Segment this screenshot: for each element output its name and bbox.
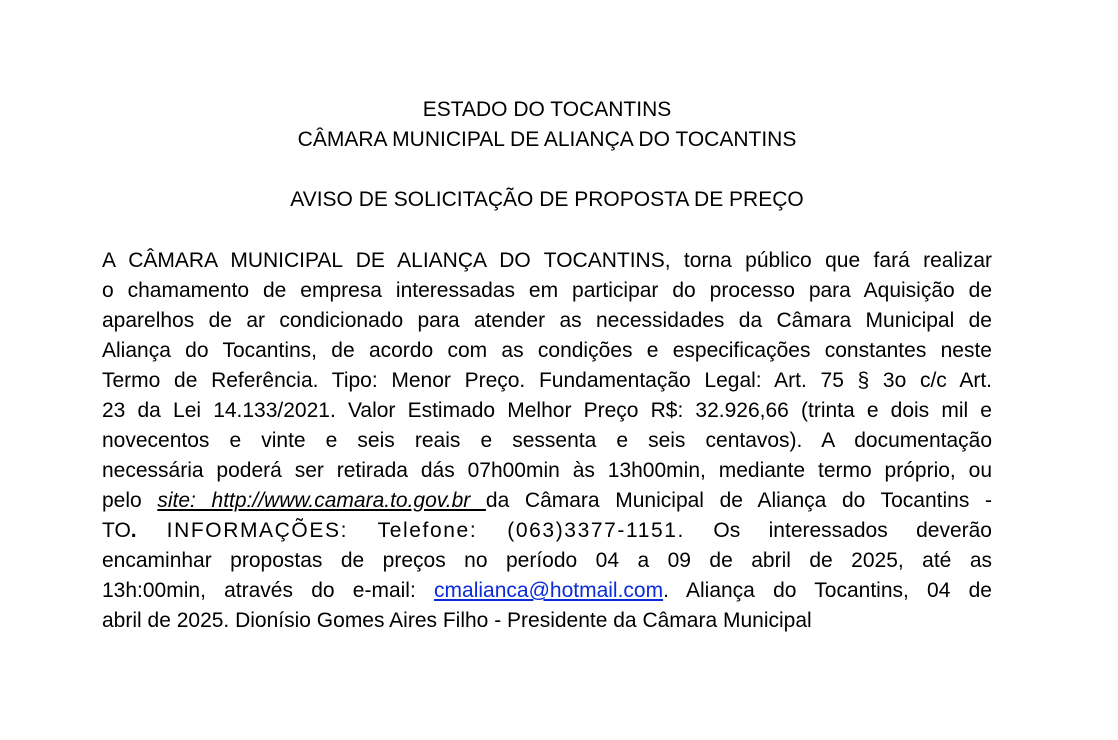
body-line	[102, 516, 992, 546]
state-heading: ESTADO DO TOCANTINS	[422, 98, 672, 121]
body-text: . Aliança do Tocantins, 04 de	[663, 579, 992, 602]
body-line: A CÂMARA MUNICIPAL DE ALIANÇA DO TOCANTINS, torna público que fará realizar	[102, 249, 992, 272]
email-link[interactable]: cmalianca@hotmail.com	[434, 579, 664, 602]
body-line	[102, 576, 992, 606]
body-text: Os interessados deverão	[685, 519, 992, 542]
body-line: 23 da Lei 14.133/2021. Valor Estimado Melhor Preço R$: 32.926,66 (trinta e dois mil e	[102, 399, 992, 422]
body-line: Termo de Referência. Tipo: Menor Preço. Fundamentação Legal: Art. 75 § 3o c/c Art.	[102, 369, 992, 392]
body-line: encaminhar propostas de preços no período 04 a 09 de abril de 2025, até as	[102, 549, 992, 572]
body-line: o chamamento de empresa interessadas em participar do processo para Aquisição de	[102, 279, 992, 302]
body-line	[102, 486, 992, 516]
body-text: .	[130, 519, 137, 542]
website-link[interactable]: site: http://www.camara.to.gov.br	[157, 489, 486, 512]
body-line: novecentos e vinte e seis reais e sessenta e seis centavos). A documentação	[102, 429, 992, 452]
body-text: TO	[102, 519, 131, 542]
body-text: da Câmara Municipal de Aliança do Tocantins -	[485, 489, 992, 512]
body-line: Aliança do Tocantins, de acordo com as condições e especificações constantes neste	[102, 339, 992, 362]
notice-title: AVISO DE SOLICITAÇÃO DE PROPOSTA DE PREÇO	[290, 188, 804, 211]
chamber-heading: CÂMARA MUNICIPAL DE ALIANÇA DO TOCANTINS	[297, 128, 797, 151]
contact-info: INFORMAÇÕES: Telefone: (063)3377-1151.	[136, 519, 685, 542]
body-text: 13h:00min, através do e-mail:	[102, 579, 435, 602]
body-line: abril de 2025. Dionísio Gomes Aires Filho - Presidente da Câmara Municipal	[102, 609, 812, 632]
body-line: necessária poderá ser retirada dás 07h00min às 13h00min, mediante termo próprio, ou	[102, 459, 992, 482]
body-text: pelo	[102, 489, 158, 512]
body-line: aparelhos de ar condicionado para atender as necessidades da Câmara Municipal de	[102, 309, 992, 332]
notice-body	[102, 246, 992, 636]
